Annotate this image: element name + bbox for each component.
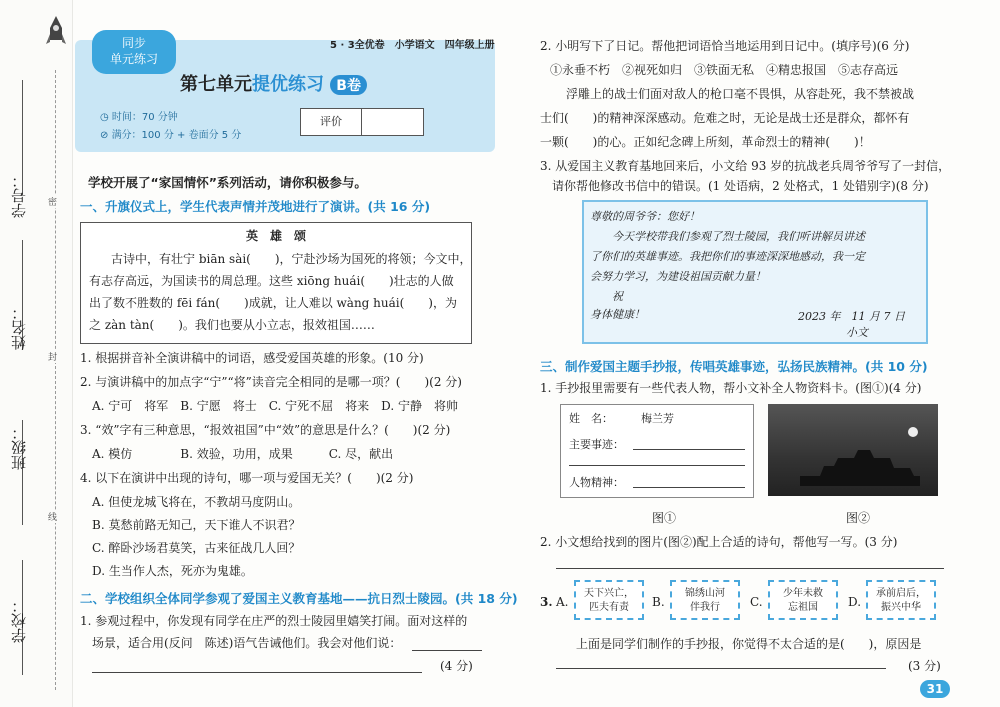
word-bank: ①永垂不朽 ②视死如归 ③铁面无私 ④精忠报国 ⑤志存高远 <box>550 63 899 77</box>
card-spirit-label: 人物精神： <box>569 476 624 489</box>
question-1-1: 1. 根据拼音补全演讲稿中的词语，感受爱国英雄的形象。(10 分) <box>80 351 424 365</box>
answer-line[interactable] <box>412 650 482 651</box>
page-title: 第七单元提优练习 B卷 <box>180 70 367 96</box>
question-2-2: 2. 小明写下了日记。帮他把词语恰当地运用到日记中。(填序号)(6 分) <box>540 39 910 53</box>
option-b[interactable]: B. 莫愁前路无知己，天下谁人不识君？ <box>92 518 301 532</box>
poster-b[interactable]: 锦绣山河 伴我行 <box>670 580 740 620</box>
figure-2-caption: 图② <box>846 511 871 525</box>
speech-title: 英 雄 颂 <box>245 229 306 243</box>
section-3-title: 三、制作爱国主题手抄报，传唱英雄事迹，弘扬民族精神。(共 10 分) <box>540 359 928 374</box>
cut-line <box>55 70 56 690</box>
poster-d[interactable]: 承前启后， 振兴中华 <box>866 580 936 620</box>
option-c[interactable]: C. 醉卧沙场君莫笑，古来征战几人回？ <box>92 541 301 555</box>
card-name-value: 梅兰芳 <box>641 412 674 425</box>
question-2-3-line-2: 请你帮他修改书信中的错误。(1 处语病，2 处格式，1 处错别字)(8 分) <box>552 179 929 193</box>
deeds-line[interactable] <box>633 449 745 450</box>
speech-line-1: 古诗中，有壮宁 biān sài( )，宁赴沙场为国死的将领；今文中， <box>111 252 472 266</box>
question-1-3-options[interactable]: A. 模仿 B. 效验，功用，成果 C. 尽，献出 <box>92 447 394 461</box>
pavilion-silhouette <box>800 446 920 486</box>
evaluation-box[interactable] <box>300 108 424 136</box>
speech-line-4: 之 zàn tàn( )。我们也要从小立志，报效祖国…… <box>89 318 375 332</box>
activity-intro: 学校开展了“家国情怀”系列活动，请你积极参与。 <box>88 175 367 190</box>
section-2-title: 二、学校组织全体同学参观了爱国主义教育基地——抗日烈士陵园。(共 18 分) <box>80 591 518 606</box>
id-label: 学号： <box>10 173 28 218</box>
cut-mark-feng: 封 <box>48 350 57 363</box>
letter-line-4: 会努力学习，为建设祖国贡献力量！ <box>590 270 766 283</box>
poem-answer-line[interactable] <box>556 568 944 569</box>
option-d[interactable]: D. 生当作人杰，死亦为鬼雄。 <box>92 564 253 578</box>
binding-margin <box>0 0 73 707</box>
letter-signature: 小文 <box>846 326 868 339</box>
letter-line-3: 了你们的英雄事迹。我把你们的事迹深深地感动，我一定 <box>590 250 865 263</box>
diary-line-1: 浮雕上的战士们面对敌人的枪口毫不畏惧，从容赴死，我不禁被战 <box>566 87 915 101</box>
option-c-label: C. <box>750 595 763 609</box>
answer-line[interactable] <box>92 672 422 673</box>
letter-line-2: 今天学校带我们参观了烈士陵园，我们听讲解员讲述 <box>590 230 865 243</box>
speech-box <box>80 222 472 344</box>
question-2-1-score: (4 分) <box>440 659 473 673</box>
b-paper-badge: B卷 <box>330 75 367 95</box>
option-a[interactable]: A. 但使龙城飞将在，不教胡马度阴山。 <box>92 495 301 509</box>
option-a-label: A. <box>556 595 569 609</box>
letter-box <box>582 200 928 344</box>
evaluation-label: 评价 <box>301 109 362 135</box>
diary-line-2: 士们( )的精神深深感动。危难之时，无论是战士还是群众，都怀有 <box>540 111 910 125</box>
score-info: ⊘ 满分：100 分 + 卷面分 5 分 <box>100 130 242 141</box>
question-3-3-text: 上面是同学们制作的手抄报，你觉得不太合适的是( )，原因是 <box>576 637 922 651</box>
figure-1-caption: 图① <box>652 511 677 525</box>
letter-line-6: 身体健康！ <box>590 308 645 321</box>
question-2-1-line-1: 1. 参观过程中，你发现有同学在庄严的烈士陵园里嬉笑打闹。面对这样的 <box>80 614 468 628</box>
question-2-3-line-1: 3. 从爱国主义教育基地回来后，小文给 93 岁的抗战老兵周爷爷写了一封信， <box>540 159 951 173</box>
question-1-2-options[interactable]: A. 宁可 将军 B. 宁愿 将士 C. 宁死不屈 将来 D. 宁静 将帅 <box>92 399 458 413</box>
profile-card <box>560 404 754 498</box>
book-tag: 5 · 3全优卷 小学语文 四年级上册 <box>330 40 495 51</box>
section-1-title: 一、升旗仪式上，学生代表声情并茂地进行了演讲。(共 16 分) <box>80 199 431 214</box>
letter-date: 2023 年 11 月 7 日 <box>798 310 905 323</box>
name-label: 姓名： <box>10 305 28 350</box>
question-3-1: 1. 手抄报里需要有一些代表人物，帮小文补全人物资料卡。(图①)(4 分) <box>540 381 922 395</box>
question-1-4: 4. 以下在演讲中出现的诗句，哪一项与爱国无关？( )(2 分) <box>80 471 414 485</box>
option-b-label: B. <box>652 595 665 609</box>
card-name-label: 姓 名： <box>569 412 613 425</box>
diary-line-3: 一颗( )的心。正如纪念碑上所刻，革命烈士的精神( )！ <box>540 135 871 149</box>
rocket-icon <box>44 14 68 50</box>
moon <box>908 427 918 437</box>
question-2-1-line-2: 场景，适合用(反问 陈述)语气告诫他们。我会对他们说： <box>92 636 402 650</box>
spirit-line[interactable] <box>633 487 745 488</box>
speech-line-3: 出了数不胜数的 fēi fán( )成就，让人难以 wàng huái( )，为 <box>89 296 457 310</box>
class-label: 班级： <box>10 425 28 470</box>
question-1-3: 3. “效”字有三种意思，“报效祖国”中“效”的意思是什么？( )(2 分) <box>80 423 451 437</box>
question-3-3-label: 3. <box>540 595 553 609</box>
option-d-label: D. <box>848 595 862 609</box>
question-3-3-score: (3 分) <box>908 659 941 673</box>
deeds-line[interactable] <box>569 465 745 466</box>
speech-line-2: 有志存高远，为国读书的周总理。这些 xiōng huái( )壮志的人做 <box>89 274 454 288</box>
poster-a[interactable]: 天下兴亡， 匹夫有责 <box>574 580 644 620</box>
card-deeds-label: 主要事迹： <box>569 438 624 451</box>
school-label: 学校： <box>10 598 28 643</box>
question-3-2: 2. 小文想给找到的图片(图②)配上合适的诗句，帮他写一写。(3 分) <box>540 535 898 549</box>
letter-line-1: 尊敬的周爷爷：您好！ <box>590 210 700 223</box>
page-number: 31 <box>920 680 950 698</box>
poster-c[interactable]: 少年未救 忘祖国 <box>768 580 838 620</box>
sync-badge: 同步 单元练习 <box>92 30 176 74</box>
cut-mark-xian: 线 <box>48 510 57 523</box>
question-1-2: 2. 与演讲稿中的加点字“宁”“将”读音完全相同的是哪一项？( )(2 分) <box>80 375 462 389</box>
time-info: ◷ 时间：70 分钟 <box>100 112 178 123</box>
cut-mark-mi: 密 <box>48 195 57 208</box>
letter-line-5: 祝 <box>590 290 623 303</box>
reason-answer-line[interactable] <box>556 668 886 669</box>
